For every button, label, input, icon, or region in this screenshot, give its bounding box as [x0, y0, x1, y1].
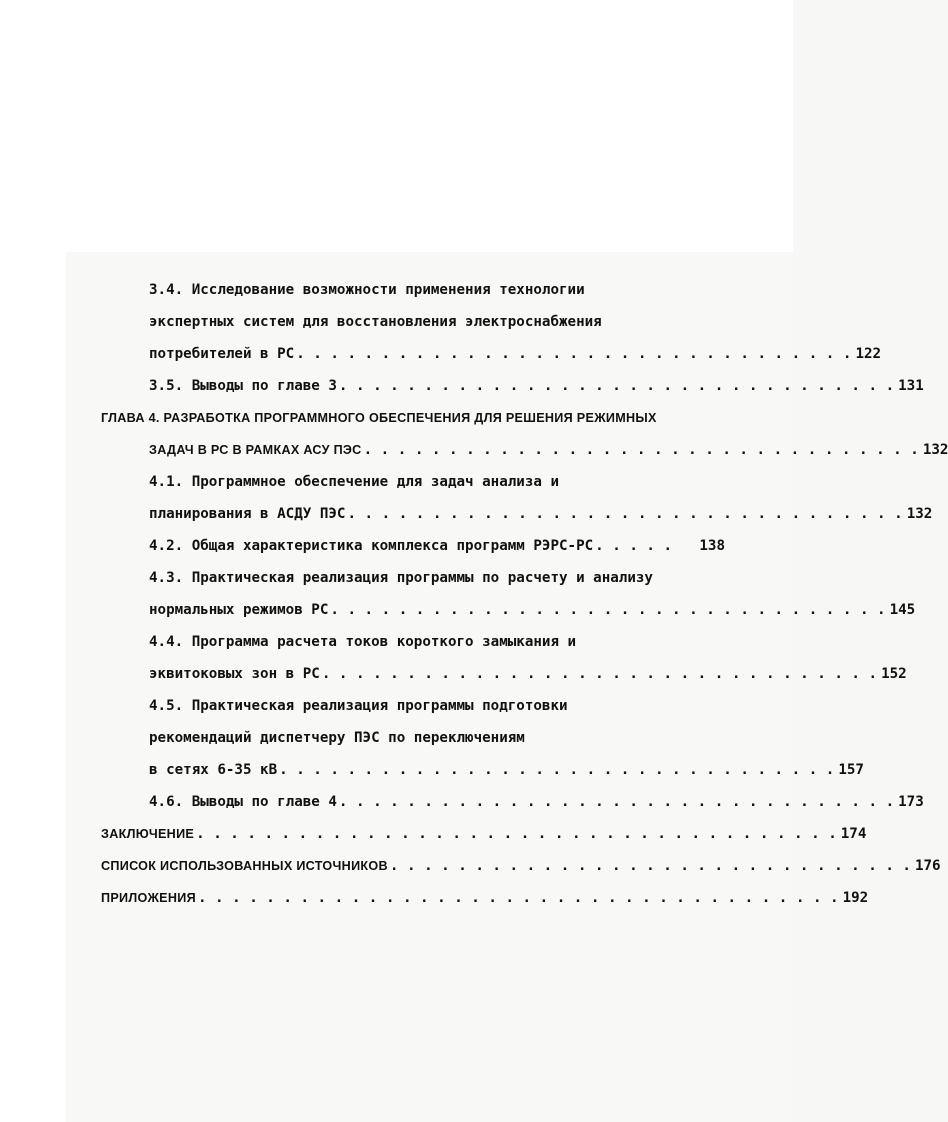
dot-leader: . . . . . . . . . . . . . . . . . . . . . . . . . . . . . . . . . — [338, 378, 895, 394]
toc-line — [149, 338, 882, 370]
toc-section-title: ЗАКЛЮЧЕНИЕ — [101, 827, 195, 841]
toc-page-number: 132 — [922, 442, 948, 458]
dot-leader: . . . . . — [595, 538, 673, 554]
toc-section-title: ПРИЛОЖЕНИЯ — [101, 891, 196, 905]
toc-page-number: 152 — [881, 666, 907, 682]
toc-entry-text: потребителей в РС — [149, 346, 295, 362]
toc-entry-text: рекомендаций диспетчеру ПЭС по переключениям — [149, 730, 525, 746]
toc-line — [101, 818, 867, 850]
toc-page-number: 145 — [889, 602, 916, 618]
toc-line — [101, 402, 725, 434]
toc-line — [149, 466, 559, 498]
toc-page-number: 132 — [906, 506, 933, 522]
dot-leader: . . . . . . . . . . . . . . . . . . . . . . . . . . . . . . . — [389, 858, 911, 874]
toc-line — [149, 434, 948, 466]
toc-entry-text: нормальных режимов РС — [149, 602, 329, 618]
dot-leader: . . . . . . . . . . . . . . . . . . . . . . . . . . . . . . . . . . . . . . — [197, 890, 839, 906]
toc-page-number: 192 — [842, 890, 869, 906]
toc-entry-text: 4.5. Практическая реализация программы подготовки — [149, 698, 568, 714]
dot-leader: . . . . . . . . . . . . . . . . . . . . . . . . . . . . . . . . . — [338, 794, 895, 810]
toc-line — [149, 562, 653, 594]
toc-line — [149, 274, 585, 306]
toc-page-number: 157 — [838, 762, 864, 778]
dot-leader: . . . . . . . . . . . . . . . . . . . . . . . . . . . . . . . . . . . . . . — [196, 826, 837, 842]
toc-line — [149, 306, 602, 338]
toc-entry-text: 3.5. Выводы по главе 3 — [149, 378, 337, 394]
toc-chapter-title: ЗАДАЧ В РС В РАМКАХ АСУ ПЭС — [149, 443, 362, 457]
toc-entry-text: эквитоковых зон в РС — [149, 666, 320, 682]
dot-leader: . . . . . . . . . . . . . . . . . . . . . . . . . . . . . . . . . — [347, 506, 903, 522]
toc-page-number: 122 — [855, 346, 882, 362]
dot-leader: . . . . . . . . . . . . . . . . . . . . . . . . . . . . . . . . . — [279, 762, 835, 778]
toc-line — [149, 786, 924, 818]
toc-line — [149, 690, 568, 722]
toc-line — [149, 530, 725, 562]
toc-line — [149, 722, 525, 754]
toc-entry-text: 4.2. Общая характеристика комплекса программ РЭРС-РС — [149, 538, 594, 554]
toc-line — [149, 594, 916, 626]
toc-line — [101, 882, 869, 914]
toc-entry-text: экспертных систем для восстановления электроснабжения — [149, 314, 602, 330]
toc-page-number: 138 — [699, 538, 725, 554]
toc-entry-text: 3.4. Исследование возможности применения технологии — [149, 282, 585, 298]
toc-entry-text: 4.6. Выводы по главе 4 — [149, 794, 337, 810]
toc-line — [149, 370, 924, 402]
toc-entry-text: в сетях 6-35 кВ — [149, 762, 278, 778]
dot-leader: . . . . . . . . . . . . . . . . . . . . . . . . . . . . . . . . . — [296, 346, 852, 362]
toc-line — [149, 626, 576, 658]
toc-entry-text: планирования в АСДУ ПЭС — [149, 506, 346, 522]
toc-page-number: 131 — [898, 378, 924, 394]
dot-leader: . . . . . . . . . . . . . . . . . . . . . . . . . . . . . . . . . — [321, 666, 878, 682]
toc-entry-text: 4.3. Практическая реализация программы по расчету и анализу — [149, 570, 653, 586]
dot-leader: . . . . . . . . . . . . . . . . . . . . . . . . . . . . . . . . . — [330, 602, 886, 618]
toc-line — [149, 498, 933, 530]
toc-entry-text: 4.4. Программа расчета токов короткого замыкания и — [149, 634, 577, 650]
toc-page-number: 176 — [914, 858, 941, 874]
toc-page-number: 173 — [898, 794, 924, 810]
dot-leader: . . . . . . . . . . . . . . . . . . . . . . . . . . . . . . . . . — [363, 442, 919, 458]
toc-chapter-title: ГЛАВА 4. РАЗРАБОТКА ПРОГРАММНОГО ОБЕСПЕЧЕНИЯ ДЛЯ РЕШЕНИЯ РЕЖИМНЫХ — [101, 411, 657, 425]
toc-entry-text: 4.1. Программное обеспечение для задач анализа и — [149, 474, 559, 490]
toc-section-title: СПИСОК ИСПОЛЬЗОВАННЫХ ИСТОЧНИКОВ — [101, 859, 388, 873]
toc-line — [149, 658, 907, 690]
toc-page-number: 174 — [840, 826, 867, 842]
toc-line — [149, 754, 864, 786]
toc-line — [101, 850, 941, 882]
